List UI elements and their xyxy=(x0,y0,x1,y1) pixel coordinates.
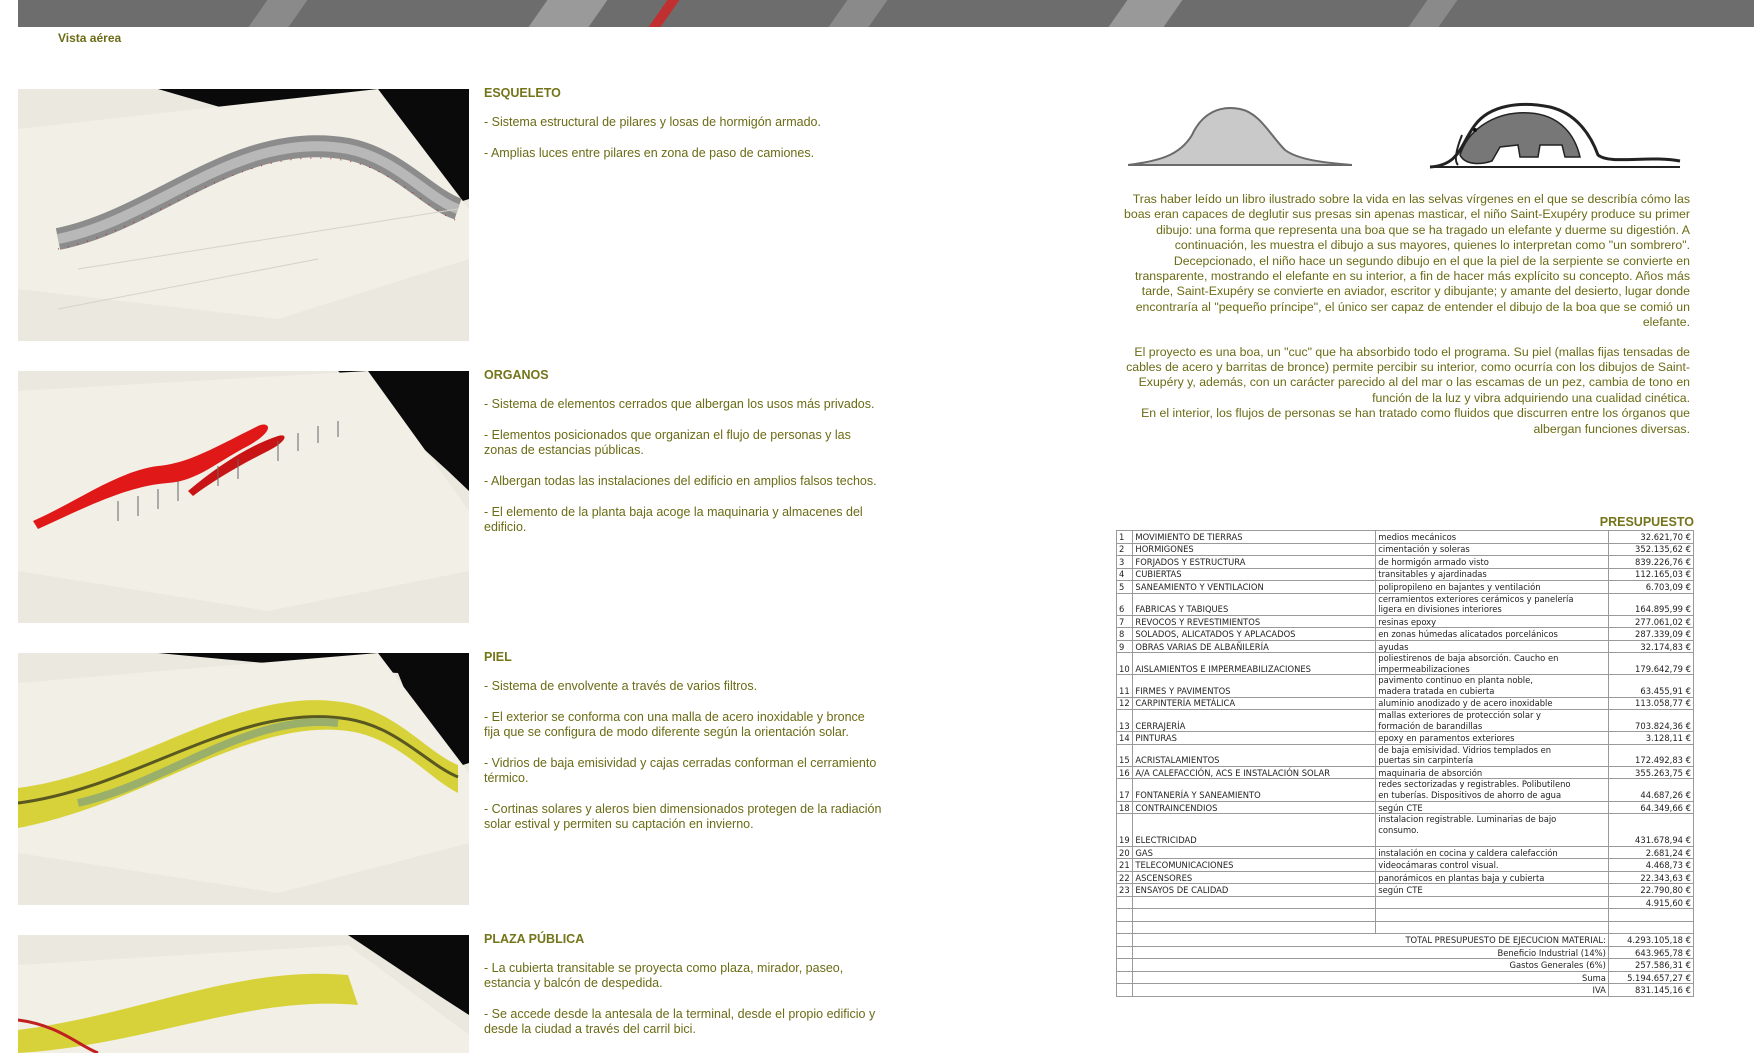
budget-row-chapter: AISLAMIENTOS E IMPERMEABILIZACIONES xyxy=(1133,653,1376,675)
budget-row-chapter xyxy=(1133,896,1376,909)
budget-row-description-line: maquinaria de absorción xyxy=(1378,767,1483,778)
budget-total-row xyxy=(1117,946,1694,959)
budget-row-chapter: REVOCOS Y REVESTIMIENTOS xyxy=(1133,615,1376,628)
budget-row-description-line: panorámicos en plantas baja y cubierta xyxy=(1378,872,1545,883)
budget-row-chapter: FONTANERÍA Y SANEAMIENTO xyxy=(1133,779,1376,801)
budget-row-chapter xyxy=(1133,909,1376,922)
budget-row-description xyxy=(1376,593,1609,615)
budget-row-number: 9 xyxy=(1117,640,1133,653)
budget-row xyxy=(1117,593,1694,615)
budget-row-chapter: OBRAS VARIAS DE ALBAÑILERÍA xyxy=(1133,640,1376,653)
budget-row-number: 4 xyxy=(1117,568,1133,581)
budget-row-description xyxy=(1376,615,1609,628)
budget-total-amount: 643.965,78 € xyxy=(1608,946,1693,959)
budget-row-number: 20 xyxy=(1117,846,1133,859)
budget-row-amount: 32.621,70 € xyxy=(1608,531,1693,544)
budget-row-number xyxy=(1117,909,1133,922)
budget-row-number: 18 xyxy=(1117,801,1133,814)
budget-row-number: 22 xyxy=(1117,871,1133,884)
budget-row xyxy=(1117,801,1694,814)
budget-row-number: 14 xyxy=(1117,732,1133,745)
section-public-plaza xyxy=(484,932,884,1053)
budget-row-description xyxy=(1376,884,1609,897)
budget-row-description-line: según CTE xyxy=(1378,802,1423,813)
budget-row-chapter: PINTURAS xyxy=(1133,732,1376,745)
budget-row-description-line: epoxy en paramentos exteriores xyxy=(1378,733,1515,744)
budget-row xyxy=(1117,859,1694,872)
section-title: ESQUELETO xyxy=(484,86,561,100)
budget-row-number: 15 xyxy=(1117,744,1133,766)
budget-row-chapter: ASCENSORES xyxy=(1133,871,1376,884)
budget-row xyxy=(1117,628,1694,641)
budget-total-label: Beneficio Industrial (14%) xyxy=(1133,946,1609,959)
budget-row-description xyxy=(1376,814,1609,847)
budget-row-description-line: videocámaras control visual. xyxy=(1378,860,1499,871)
budget-row-description xyxy=(1376,744,1609,766)
section-paragraph: - La cubierta transitable se proyecta como plaza, mirador, paseo, estancia y balcón de despedida. xyxy=(484,961,844,990)
budget-total-label: TOTAL PRESUPUESTO DE EJECUCION MATERIAL: xyxy=(1133,934,1609,947)
budget-total-spacer xyxy=(1117,946,1133,959)
budget-row-description-line: cerramientos exteriores cerámicos y panelería xyxy=(1378,593,1574,604)
budget-row-number xyxy=(1117,921,1133,934)
budget-row-description-line: cimentación y soleras xyxy=(1378,544,1470,555)
budget-row-description xyxy=(1376,568,1609,581)
budget-row-amount: 179.642,79 € xyxy=(1608,653,1693,675)
budget-row-number: 7 xyxy=(1117,615,1133,628)
section-paragraph: - Albergan todas las instalaciones del edificio en amplios falsos techos. xyxy=(484,474,877,488)
budget-row xyxy=(1117,697,1694,710)
section-title: PLAZA PÚBLICA xyxy=(484,932,585,946)
budget-row-description-line: impermeabilizaciones xyxy=(1378,663,1470,674)
budget-row-amount xyxy=(1608,909,1693,922)
boa-elephant-drawing xyxy=(1430,104,1680,167)
budget-row-amount: 172.492,83 € xyxy=(1608,744,1693,766)
budget-row-description xyxy=(1376,710,1609,732)
budget-row-amount: 355.263,75 € xyxy=(1608,766,1693,779)
budget-row-number: 2 xyxy=(1117,543,1133,556)
budget-row-description xyxy=(1376,859,1609,872)
budget-row-amount: 2.681,24 € xyxy=(1608,846,1693,859)
budget-row-amount: 277.061,02 € xyxy=(1608,615,1693,628)
budget-row-chapter: ENSAYOS DE CALIDAD xyxy=(1133,884,1376,897)
budget-row-number: 10 xyxy=(1117,653,1133,675)
budget-total-row xyxy=(1117,984,1694,997)
section-paragraph: - Sistema de envolvente a través de varios filtros. xyxy=(484,679,758,693)
budget-row-chapter: A/A CALEFACCIÓN, ACS E INSTALACIÓN SOLAR xyxy=(1133,766,1376,779)
budget-row-chapter: FABRICAS Y TABIQUES xyxy=(1133,593,1376,615)
section-title: ORGANOS xyxy=(484,368,549,382)
budget-row-description-line xyxy=(1378,835,1606,846)
boa-hat-drawing xyxy=(1128,108,1352,165)
section-paragraph: - Sistema de elementos cerrados que albergan los usos más privados. xyxy=(484,397,875,411)
budget-total-label: Suma xyxy=(1133,971,1609,984)
budget-total-amount: 5.194.657,27 € xyxy=(1608,971,1693,984)
budget-row-chapter: CARPINTERÍA METÁLICA xyxy=(1133,697,1376,710)
budget-row-description xyxy=(1376,779,1609,801)
budget-row-amount: 839.226,76 € xyxy=(1608,556,1693,569)
budget-row-number: 16 xyxy=(1117,766,1133,779)
budget-row-number: 6 xyxy=(1117,593,1133,615)
budget-row xyxy=(1117,581,1694,594)
section-paragraph: - Vidrios de baja emisividad y cajas cerradas conforman el cerramiento térmico. xyxy=(484,756,877,785)
budget-row-amount: 287.339,09 € xyxy=(1608,628,1693,641)
budget-total-spacer xyxy=(1117,971,1133,984)
budget-row-description-line: pavimento continuo en planta noble, xyxy=(1378,675,1533,686)
budget-row-description-line: transitables y ajardinadas xyxy=(1378,569,1487,580)
section-paragraph: - El exterior se conforma con una malla de acero inoxidable y bronce fija que se configura de modo diferente según la orientación solar. xyxy=(484,710,865,739)
budget-row-chapter: TELECOMUNICACIONES xyxy=(1133,859,1376,872)
budget-row-number: 12 xyxy=(1117,697,1133,710)
budget-row-chapter: FORJADOS Y ESTRUCTURA xyxy=(1133,556,1376,569)
budget-total-label: Gastos Generales (6%) xyxy=(1133,959,1609,972)
budget-row-chapter: MOVIMIENTO DE TIERRAS xyxy=(1133,531,1376,544)
budget-row-description-line: madera tratada en cubierta xyxy=(1378,685,1495,696)
budget-total-spacer xyxy=(1117,984,1133,997)
budget-total-row xyxy=(1117,959,1694,972)
budget-row-chapter: ELECTRICIDAD xyxy=(1133,814,1376,847)
budget-row-description-line: resinas epoxy xyxy=(1378,616,1437,627)
plaza-render xyxy=(18,935,469,1053)
budget-row xyxy=(1117,732,1694,745)
budget-total-row xyxy=(1117,971,1694,984)
budget-row xyxy=(1117,744,1694,766)
budget-row-description xyxy=(1376,653,1609,675)
budget-row xyxy=(1117,543,1694,556)
budget-row-amount: 22.790,80 € xyxy=(1608,884,1693,897)
budget-row-description-line xyxy=(1378,898,1606,909)
budget-row-description-line xyxy=(1378,910,1606,921)
budget-row-description-line: poliestirenos de baja absorción. Caucho en xyxy=(1378,653,1559,664)
budget-row-description-line: redes sectorizadas y registrables. Polibutileno xyxy=(1378,779,1571,790)
budget-row-description-line: de hormigón armado visto xyxy=(1378,556,1489,567)
budget-total-row xyxy=(1117,934,1694,947)
budget-total-amount: 831.145,16 € xyxy=(1608,984,1693,997)
section-paragraph: - Amplias luces entre pilares en zona de paso de camiones. xyxy=(484,146,815,160)
budget-row-chapter xyxy=(1133,921,1376,934)
budget-row-description xyxy=(1376,640,1609,653)
budget-row-description-line: instalación en cocina y caldera calefacción xyxy=(1378,847,1558,858)
budget-row-description xyxy=(1376,628,1609,641)
budget-row xyxy=(1117,675,1694,697)
budget-row xyxy=(1117,766,1694,779)
budget-row xyxy=(1117,871,1694,884)
section-title: PIEL xyxy=(484,650,512,664)
budget-row xyxy=(1117,814,1694,847)
budget-row-number: 3 xyxy=(1117,556,1133,569)
budget-row-chapter: FIRMES Y PAVIMENTOS xyxy=(1133,675,1376,697)
budget-row-description xyxy=(1376,766,1609,779)
budget-row-amount: 44.687,26 € xyxy=(1608,779,1693,801)
budget-row-amount: 3.128,11 € xyxy=(1608,732,1693,745)
budget-row-number: 21 xyxy=(1117,859,1133,872)
budget-row-amount: 63.455,91 € xyxy=(1608,675,1693,697)
budget-row-amount: 64.349,66 € xyxy=(1608,801,1693,814)
budget-row-number: 23 xyxy=(1117,884,1133,897)
budget-row-description xyxy=(1376,801,1609,814)
budget-row-number: 13 xyxy=(1117,710,1133,732)
aerial-view-image xyxy=(18,0,1754,27)
budget-row xyxy=(1117,921,1694,934)
budget-row-description xyxy=(1376,921,1609,934)
story-paragraph: Tras haber leído un libro ilustrado sobre la vida en las selvas vírgenes en el que se describía cómo las boas eran capaces de deglutir sus presas sin apenas masticar, el niño Saint-Exupéry produce su primer dibujo: una forma que representa una boa que se ha tragado un elefante y duerme su digestión. A continuación, les muestra el dibujo a sus mayores, quienes lo interpretan como "un sombrero". Decepcionado, el niño hace un segundo dibujo en el que la piel de la serpiente se convierte en transparente, mostrando el elefante en su interior, a fin de hacer más explícito su concepto. Años más tarde, Saint-Exupéry se convierte en aviador, escritor y dibujante; y amante del desierto, lugar donde encontraría al "pequeño príncipe", el único ser capaz de entender el dibujo de la boa que se comió un elefante. xyxy=(1124,192,1690,330)
budget-row xyxy=(1117,909,1694,922)
budget-row-number: 5 xyxy=(1117,581,1133,594)
budget-row-number: 19 xyxy=(1117,814,1133,847)
budget-row-chapter: GAS xyxy=(1133,846,1376,859)
budget-total-amount: 4.293.105,18 € xyxy=(1608,934,1693,947)
budget-row-description-line: mallas exteriores de protección solar y xyxy=(1378,710,1542,721)
budget-row-amount: 4.468,73 € xyxy=(1608,859,1693,872)
budget-row-amount: 4.915,60 € xyxy=(1608,896,1693,909)
section-skin xyxy=(484,650,884,848)
budget-row-chapter: SANEAMIENTO Y VENTILACION xyxy=(1133,581,1376,594)
budget-row-description-line: en zonas húmedas alicatados porcelánicos xyxy=(1378,629,1558,640)
budget-row-description-line: ayudas xyxy=(1378,641,1409,652)
budget-row-amount: 6.703,09 € xyxy=(1608,581,1693,594)
section-organs xyxy=(484,368,884,551)
section-skeleton xyxy=(484,86,884,177)
section-paragraph: - Se accede desde la antesala de la terminal, desde el propio edificio y desde la ciudad a través del carril bici. xyxy=(484,1007,876,1036)
budget-row xyxy=(1117,615,1694,628)
section-paragraph: - Cortinas solares y aleros bien dimensionados protegen de la radiación solar estival y permiten su captación en invierno. xyxy=(484,802,882,831)
budget-row-description-line: instalacion registrable. Luminarias de bajo xyxy=(1378,814,1557,825)
budget-row xyxy=(1117,653,1694,675)
section-paragraph: - Elementos posicionados que organizan el flujo de personas y las zonas de estancias públicas. xyxy=(484,428,851,457)
budget-row-description-line: en tuberías. Dispositivos de ahorro de agua xyxy=(1378,790,1562,801)
budget-row-number: 11 xyxy=(1117,675,1133,697)
budget-row xyxy=(1117,884,1694,897)
organs-render xyxy=(18,371,469,623)
budget-row-chapter: SOLADOS, ALICATADOS Y APLACADOS xyxy=(1133,628,1376,641)
story-paragraph: El proyecto es una boa, un "cuc" que ha absorbido todo el programa. Su piel (mallas fijas tensadas de cables de acero y barritas de bronce) permite percibir su interior, como ocurría con los dibujos de Saint-Exupéry y, además, con un carácter parecido al del mar o las escamas de un pez, cambia de tono en función de la luz y vibra adquiriendo una cualidad cinética. xyxy=(1126,344,1690,405)
budget-row-chapter: ACRISTALAMIENTOS xyxy=(1133,744,1376,766)
section-paragraph: - Sistema estructural de pilares y losas de hormigón armado. xyxy=(484,115,821,129)
budget-row-description-line: puertas sin carpintería xyxy=(1378,755,1474,766)
budget-row xyxy=(1117,710,1694,732)
story-paragraph: En el interior, los flujos de personas se han tratado como fluidos que discurren entre los órganos que albergan funciones diversas. xyxy=(1141,406,1690,436)
budget-row-amount: 431.678,94 € xyxy=(1608,814,1693,847)
budget-row-description-line: polipropileno en bajantes y ventilación xyxy=(1378,581,1541,592)
budget-row-amount: 32.174,83 € xyxy=(1608,640,1693,653)
budget-row-number: 1 xyxy=(1117,531,1133,544)
budget-row-description xyxy=(1376,531,1609,544)
section-paragraph: - El elemento de la planta baja acoge la maquinaria y almacenes del edificio. xyxy=(484,505,863,534)
aerial-view-caption: Vista aérea xyxy=(58,31,122,45)
budget-row-description xyxy=(1376,697,1609,710)
budget-row xyxy=(1117,779,1694,801)
budget-row-amount: 703.824,36 € xyxy=(1608,710,1693,732)
budget-row-amount: 112.165,03 € xyxy=(1608,568,1693,581)
budget-row-chapter: HORMIGONES xyxy=(1133,543,1376,556)
budget-row-number xyxy=(1117,896,1133,909)
budget-row-description-line: aluminio anodizado y de acero inoxidable xyxy=(1378,698,1553,709)
budget-row-amount xyxy=(1608,921,1693,934)
budget-row-description-line: consumo. xyxy=(1378,824,1419,835)
budget-row xyxy=(1117,896,1694,909)
budget-row-description-line: de baja emisividad. Vidrios templados en xyxy=(1378,744,1552,755)
budget-row-description xyxy=(1376,909,1609,922)
budget-row-amount: 22.343,63 € xyxy=(1608,871,1693,884)
budget-row-description-line xyxy=(1378,923,1606,934)
budget-row-description-line: formación de barandillas xyxy=(1378,720,1483,731)
budget-total-label: IVA xyxy=(1133,984,1609,997)
budget-row-description xyxy=(1376,581,1609,594)
budget-row-chapter: CERRAJERÍA xyxy=(1133,710,1376,732)
budget-row-amount: 164.895,99 € xyxy=(1608,593,1693,615)
budget-row-description xyxy=(1376,556,1609,569)
boa-drawings xyxy=(1120,95,1700,175)
budget-title: PRESUPUESTO xyxy=(1599,515,1694,529)
budget-row xyxy=(1117,846,1694,859)
budget-row xyxy=(1117,531,1694,544)
budget-row-description xyxy=(1376,871,1609,884)
budget-total-spacer xyxy=(1117,934,1133,947)
budget-row xyxy=(1117,640,1694,653)
budget-row-description xyxy=(1376,732,1609,745)
budget-row xyxy=(1117,568,1694,581)
budget-row-description-line: según CTE xyxy=(1378,885,1423,896)
skin-render xyxy=(18,653,469,905)
budget-row-number: 17 xyxy=(1117,779,1133,801)
budget-table xyxy=(1116,530,1694,997)
budget-total-amount: 257.586,31 € xyxy=(1608,959,1693,972)
budget-row-amount: 113.058,77 € xyxy=(1608,697,1693,710)
budget-row-chapter: CONTRAINCENDIOS xyxy=(1133,801,1376,814)
budget-row xyxy=(1117,556,1694,569)
budget-row-chapter: CUBIERTAS xyxy=(1133,568,1376,581)
budget-row-description xyxy=(1376,896,1609,909)
budget-row-amount: 352.135,62 € xyxy=(1608,543,1693,556)
budget-row-description xyxy=(1376,846,1609,859)
budget-row-description-line: medios mecánicos xyxy=(1378,531,1457,542)
budget-total-spacer xyxy=(1117,959,1133,972)
budget-row-description-line: ligera en divisiones interiores xyxy=(1378,604,1502,615)
budget-row-number: 8 xyxy=(1117,628,1133,641)
budget-row-description xyxy=(1376,675,1609,697)
skeleton-render xyxy=(18,89,469,341)
budget-row-description xyxy=(1376,543,1609,556)
story-text xyxy=(1118,192,1690,451)
